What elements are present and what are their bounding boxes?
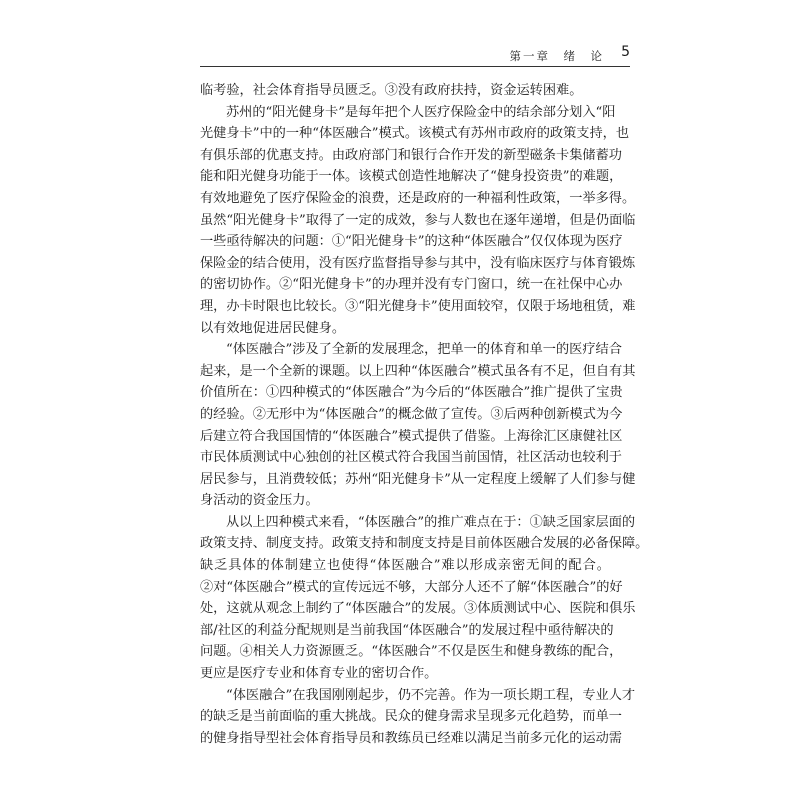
text-line: 一些亟待解决的问题：①“阳光健身卡”的这种“体医融合”仅仅体现为医疗 [200,234,623,250]
text-line: 的健身指导型社会体育指导员和教练员已经难以满足当前多元化的运动需 [200,730,622,746]
text-line: 的缺乏是当前面临的重大挑战。民众的健身需求呈现多元化趋势，而单一 [200,709,622,725]
text-line: 居民参与，且消费较低；苏州“阳光健身卡”从一定程度上缓解了人们参与健 [200,471,636,487]
text-line: “体医融合”在我国刚刚起步，仍不完善。作为一项长期工程，专业人才 [226,687,636,703]
text-line: 更应是医疗专业和体育专业的密切合作。 [200,666,438,682]
text-line: 有俱乐部的优惠支持。由政府部门和银行合作开发的新型磁条卡集储蓄功 [200,147,622,163]
page-number: 5 [621,44,630,60]
header-rule [200,66,630,67]
text-line: 苏州的“阳光健身卡”是每年把个人医疗保险金中的结余部分划入“阳 [226,104,616,120]
text-line: 有效地避免了医疗保险金的浪费，还是政府的一种福利性政策，一举多得。 [200,190,636,206]
text-line: ②对“体医融合”模式的宣传远远不够，大部分人还不了解“体医融合”的好 [200,579,623,595]
text-line: 处，这就从观念上制约了“体医融合”的发展。③体质测试中心、医院和俱乐 [200,601,636,617]
text-line: 理，办卡时限也比较长。③“阳光健身卡”使用面较窄，仅限于场地租赁，难 [200,298,636,314]
text-line: 问题。④相关人力资源匮乏。“体医融合”不仅是医生和健身教练的配合， [200,644,623,660]
text-line: 的经验。②无形中为“体医融合”的概念做了宣传。③后两种创新模式为今 [200,406,623,422]
text-line: 光健身卡”中的一种“体医融合”模式。该模式有苏州市政府的政策支持，也 [200,126,630,142]
page-header [200,44,630,66]
text-line: 后建立符合我国国情的“体医融合”模式提供了借鉴。上海徐汇区康健社区 [200,428,623,444]
text-line: 的密切协作。②“阳光健身卡”的办理并没有专门窗口，统一在社保中心办 [200,277,623,293]
text-line: “体医融合”涉及了全新的发展理念，把单一的体育和单一的医疗结合 [226,342,622,358]
text-line: 缺乏具体的体制建立也使得“体医融合”难以形成亲密无间的配合。 [200,558,610,574]
text-line: 市民体质测试中心独创的社区模式符合我国当前国情，社区活动也较利于 [200,450,622,466]
text-line: 能和阳光健身功能于一体。该模式创造性地解决了“健身投资贵”的难题， [200,169,623,185]
text-line: 保险金的结合使用，没有医疗监督指导参与其中，没有临床医疗与体育锻炼 [200,255,636,271]
text-line: 起来，是一个全新的课题。以上四种“体医融合”模式虽各有不足，但自有其 [200,363,636,379]
text-line: 临考验，社会体育指导员匮乏。③没有政府扶持，资金运转困难。 [200,83,583,98]
text-line: 身活动的资金压力。 [200,493,319,509]
text-line: 部/社区的利益分配规则是当前我国“体医融合”的发展过程中亟待解决的 [200,622,614,638]
running-head: 第一章 绪 论 [509,49,604,63]
body-text [200,80,649,749]
text-line: 价值所在：①四种模式的“体医融合”为今后的“体医融合”推广提供了宝贵 [200,385,623,401]
text-line: 从以上四种模式来看，“体医融合”的推广难点在于：①缺乏国家层面的 [226,514,636,530]
text-line: 政策支持、制度支持。政策支持和制度支持是目前体医融合发展的必备保障。 [200,536,649,552]
text-line: 以有效地促进居民健身。 [200,320,346,336]
text-line: 虽然“阳光健身卡”取得了一定的成效，参与人数也在逐年递增，但是仍面临 [200,212,636,228]
